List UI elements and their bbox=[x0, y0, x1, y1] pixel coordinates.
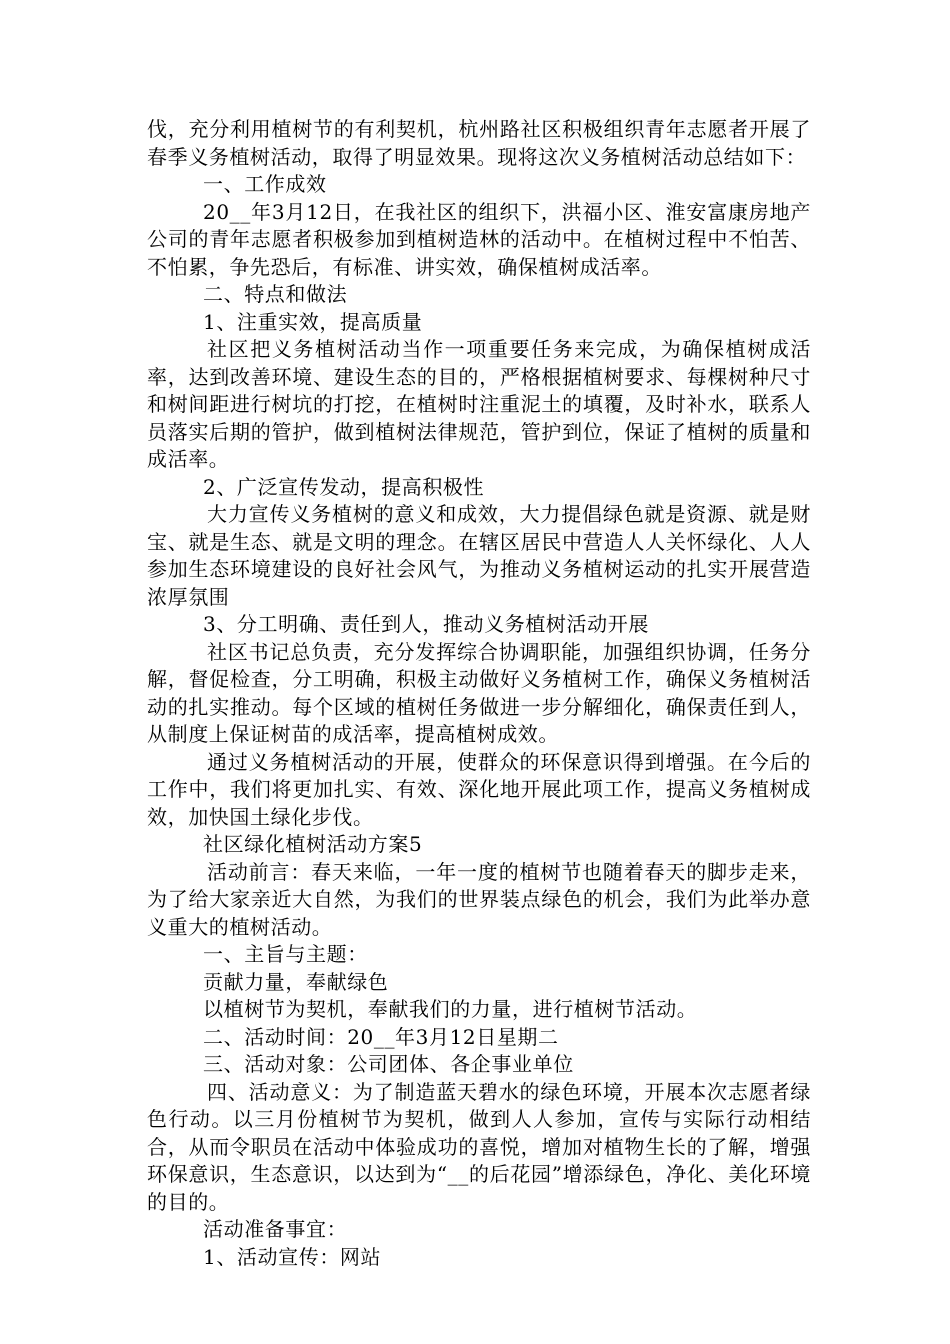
paragraph-work-results: 20__年3月12日，在我社区的组织下，洪福小区、淮安富康房地产公司的青年志愿者积极参加到植树造林的活动中。在植树过程中不怕苦、不怕累，争先恐后，有标准、讲实效，确保植树成活率。 bbox=[147, 199, 811, 279]
paragraph-theme-description: 以植树节为契机，奉献我们的力量，进行植树节活动。 bbox=[203, 997, 698, 1021]
paragraph-intro-continuation: 伐，充分利用植树节的有利契机，杭州路社区积极组织青年志愿者开展了春季义务植树活动，取得了明显效果。现将这次义务植树活动总结如下： bbox=[147, 117, 811, 169]
heading-features-methods: 二、特点和做法 bbox=[203, 282, 348, 306]
paragraph-responsibility: 社区书记总负责，充分发挥综合协调职能，加强组织协调，任务分解，督促检查，分工明确，积极主动做好义务植树工作，确保义务植树活动的扎实推动。每个区域的植树任务做进一步分解细化，确保责任到人，从制度上保证树苗的成活率，提高植树成效。 bbox=[147, 639, 811, 746]
subheading-publicity: 2、广泛宣传发动，提高积极性 bbox=[203, 474, 485, 499]
paragraph-activity-significance: 四、活动意义：为了制造蓝天碧水的绿色环境，开展本次志愿者绿色行动。以三月份植树节为契机，做到人人参加，宣传与实际行动相结合，从而令职员在活动中体验成功的喜悦，增加对植物生长的了解，增强环保意识，生态意识，以达到为“__的后花园”增添绿色，净化、美化环境的目的。 bbox=[147, 1079, 811, 1214]
paragraph-effectiveness: 社区把义务植树活动当作一项重要任务来完成，为确保植树成活率，达到改善环境、建设生态的目的，严格根据植树要求、每棵树种尺寸和树间距进行树坑的打挖，在植树时注重泥土的填覆，及时补水，联系人员落实后期的管护，做到植树法律规范，管护到位，保证了植树的质量和成活率。 bbox=[147, 337, 811, 471]
document-page bbox=[147, 116, 811, 1271]
subheading-effectiveness: 1、注重实效，提高质量 bbox=[203, 309, 423, 334]
subheading-responsibility: 3、分工明确、责任到人，推动义务植树活动开展 bbox=[203, 612, 649, 636]
heading-purpose-theme: 一、主旨与主题： bbox=[203, 942, 368, 966]
heading-preparation: 活动准备事宜： bbox=[203, 1217, 348, 1241]
heading-activity-time: 二、活动时间：20__年3月12日星期二 bbox=[203, 1024, 559, 1049]
paragraph-activity-preface: 活动前言：春天来临，一年一度的植树节也随着春天的脚步走来，为了给大家亲近大自然，为我们的世界装点绿色的机会，我们为此举办意义重大的植树活动。 bbox=[147, 859, 811, 939]
paragraph-conclusion: 通过义务植树活动的开展，使群众的环保意识得到增强。在今后的工作中，我们将更加扎实、有效、深化地开展此项工作，提高义务植树成效，加快国土绿化步伐。 bbox=[147, 749, 811, 829]
item-publicity-website: 1、活动宣传：网站 bbox=[203, 1244, 382, 1269]
heading-work-results: 一、工作成效 bbox=[203, 172, 327, 196]
heading-activity-target: 三、活动对象：公司团体、各企事业单位 bbox=[203, 1052, 574, 1076]
paragraph-theme-slogan: 贡献力量，奉献绿色 bbox=[203, 969, 389, 994]
paragraph-publicity: 大力宣传义务植树的意义和成效，大力提倡绿色就是资源、就是财宝、就是生态、就是文明的理念。在辖区居民中营造人人关怀绿化、人人参加生态环境建设的良好社会风气，为推动义务植树运动的扎实开展营造浓厚氛围 bbox=[147, 502, 811, 609]
section-title-plan-5: 社区绿化植树活动方案5 bbox=[203, 832, 423, 856]
